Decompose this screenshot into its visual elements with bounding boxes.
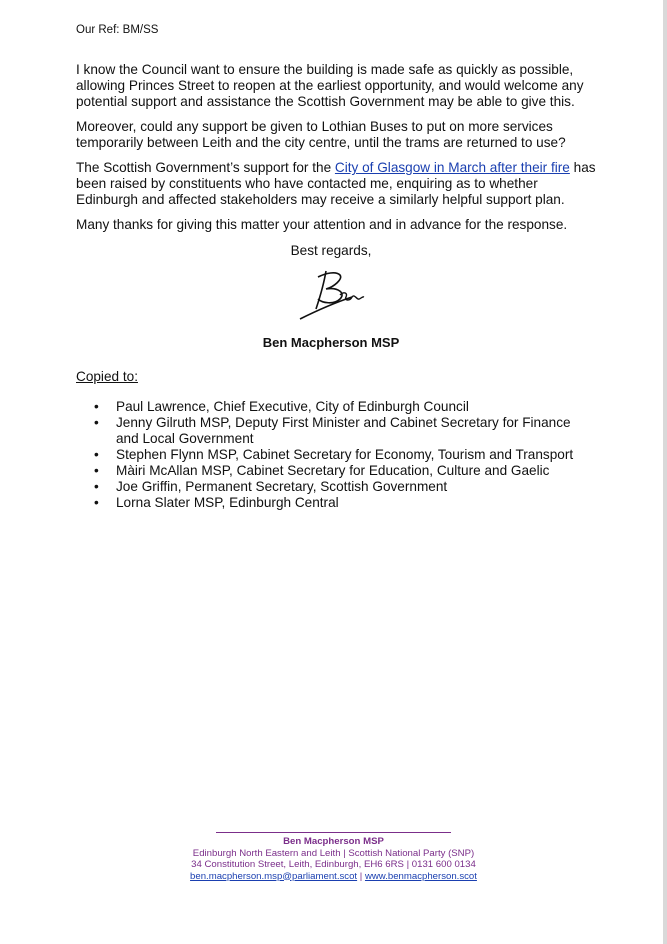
footer-divider: [216, 832, 451, 833]
list-item: [76, 463, 596, 479]
list-item: [76, 495, 596, 511]
list-item: [76, 399, 596, 415]
footer-website-link[interactable]: www.benmacpherson.scot: [364, 870, 477, 882]
list-item: [76, 479, 596, 495]
recipient-text: Paul Lawrence, Chief Executive, City of Edinburgh Council: [116, 399, 469, 414]
letter-body: [76, 22, 596, 511]
paragraph-4: Many thanks for giving this matter your attention and in advance for the response.: [76, 217, 568, 232]
bullet-icon: •: [94, 399, 99, 414]
paragraph-3-start: The Scottish Government’s support for the: [76, 160, 335, 175]
footer-separator: |: [359, 870, 363, 882]
footer-email-link[interactable]: ben.macpherson.msp@parliament.scot: [190, 870, 358, 882]
list-item: [76, 447, 596, 463]
copied-to-heading: Copied to:: [76, 369, 138, 384]
recipient-text: Lorna Slater MSP, Edinburgh Central: [116, 495, 339, 510]
paragraph-3-end: has been raised by constituents who have contacted me, enquiring as to whether Edinburgh and affected stakeholders may receive a similarly helpful support plan.: [76, 160, 596, 207]
bullet-icon: •: [94, 447, 99, 462]
paragraph-3: [76, 160, 596, 208]
copied-to-list: [76, 399, 596, 511]
recipient-text: Stephen Flynn MSP, Cabinet Secretary for Economy, Tourism and Transport: [116, 447, 574, 462]
bullet-icon: •: [94, 463, 99, 478]
footer-constituency: Edinburgh North Eastern and Leith | Scottish National Party (SNP): [192, 847, 475, 859]
bullet-icon: •: [94, 415, 99, 430]
paragraph-1: I know the Council want to ensure the building is made safe as quickly as possible, allowing Princes Street to reopen at the earliest opportunity, and would welcome any potential support and assistance the Scottish Government may be able to give this.: [76, 62, 584, 109]
recipient-text: Màiri McAllan MSP, Cabinet Secretary for Education, Culture and Gaelic: [116, 463, 550, 478]
recipient-text: Jenny Gilruth MSP, Deputy First Minister and Cabinet Secretary for Finance and Local Government: [116, 415, 571, 446]
handwritten-signature: [296, 265, 376, 323]
footer-address: 34 Constitution Street, Leith, Edinburgh, EH6 6RS | 0131 600 0134: [191, 859, 476, 870]
closing-line: Best regards,: [290, 243, 372, 258]
glasgow-support-link[interactable]: City of Glasgow in March after their fire: [334, 160, 570, 175]
page-edge: [663, 0, 667, 944]
letter-footer: [0, 832, 667, 882]
recipient-text: Joe Griffin, Permanent Secretary, Scottish Government: [116, 479, 448, 494]
footer-name: Ben Macpherson MSP: [283, 836, 384, 847]
footer-contact-line: [0, 871, 667, 883]
paragraph-2: Moreover, could any support be given to Lothian Buses to put on more services temporarily between Leith and the city centre, until the trams are returned to use?: [76, 119, 566, 150]
list-item: [76, 415, 596, 447]
bullet-icon: •: [94, 495, 99, 510]
bullet-icon: •: [94, 479, 99, 494]
reference-line: Our Ref: BM/SS: [76, 24, 159, 36]
signer-name: Ben Macpherson MSP: [262, 335, 400, 350]
